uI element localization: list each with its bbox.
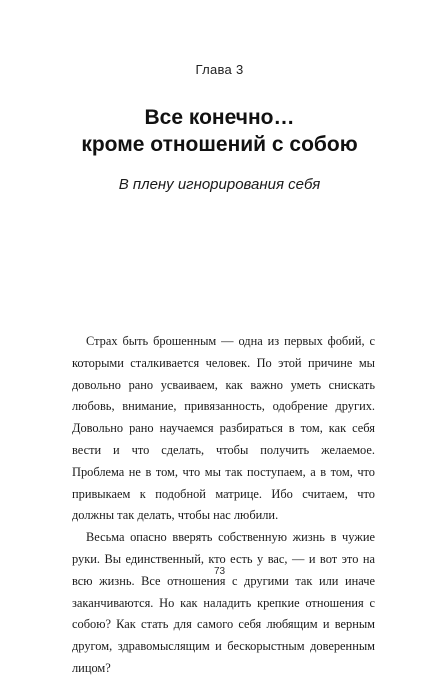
page-number: 73 [213, 566, 226, 577]
paragraph-2: Весьма опасно вверять собственную жизнь в чужие руки. Вы единственный, кто есть у вас, — и вот это на всю жизнь. Все отношения с другими так или иначе заканчиваются. Но как наладить крепкие отношения с собою? Как стать для самого себя любящим и верным другом, здравомыслящим и бескорыстным доверенным лицом? [72, 530, 375, 675]
chapter-title [0, 104, 439, 158]
chapter-label: Глава 3 [195, 62, 244, 77]
body-text [72, 331, 375, 680]
chapter-title-line-2: кроме отношений с собою [81, 133, 358, 156]
chapter-title-line-1: Все конечно… [144, 106, 295, 129]
paragraph-1: Страх быть брошенным — одна из первых фобий, с которыми сталкивается человек. По этой причине мы довольно рано усваиваем, как важно уметь снискать любовь, внимание, привязанность, одобрение других. Довольно рано научаемся разбираться в том, как себя вести и что сделать, чтобы получить желаемое. Проблема не в том, что мы так поступаем, а в том, что привыкаем к подобной матрице. Ибо считаем, что должны так делать, чтобы нас любили. [72, 334, 375, 523]
section-title: В плену игнорирования себя [118, 176, 321, 193]
